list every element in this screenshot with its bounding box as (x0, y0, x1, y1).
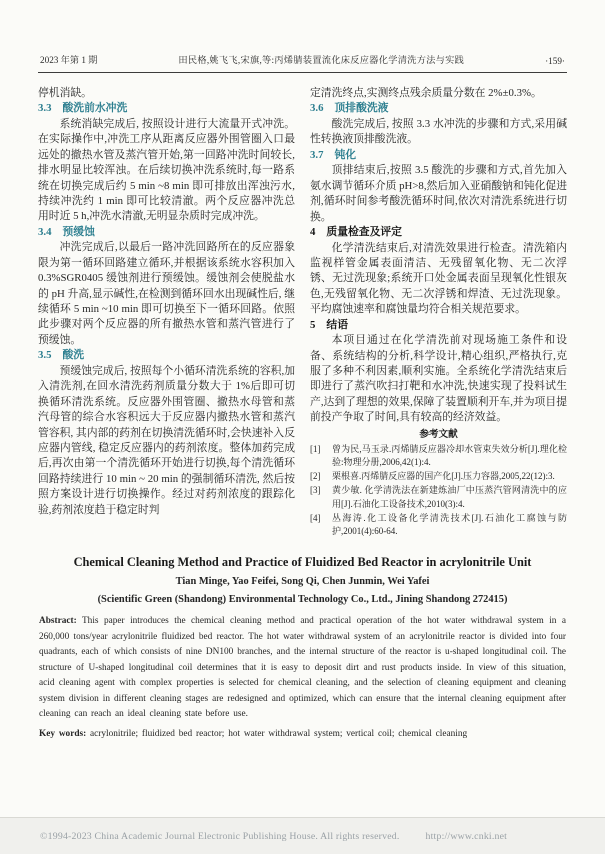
english-keywords (39, 727, 566, 743)
section-heading-3-4 (38, 225, 295, 241)
section-heading-5 (310, 318, 567, 334)
section-number: 3.5 (38, 349, 52, 362)
section-title: 顶排酸洗液 (334, 102, 389, 115)
abstract-text: This paper introduces the chemical cleaning method and practical operation of the hot water withdrawal system in a 260,000 tons/year acrylonitrile fluidized bed reactor. The hot water withdrawal system of an acrylonitrile reactor is divided into four quadrants, each of which consists of nine DN100 branches, and the internal structure of the reactor is u-shaped longitudinal coil. The structure of U-shaped longitudinal coil determines that it is easy to deposit dirt and rust products inside. In view of this situation, acid cleaning agent with complex properties is selected for chemical cleaning, and the selection of cleaning equipment and cleaning system division in different cleaning stages are redesigned and optimized, which can ensure that the internal cleaning equipment after cleaning can reach an ideal cleaning state before use. (39, 616, 567, 720)
paragraph: 冲洗完成后,以最后一路冲洗回路所在的反应器象限为第一循环回路建立循环,并根据该系统水容积加入 0.3%SGR0405 缓蚀剂进行预缓蚀。缓蚀剂会使脱盐水的 pH 升高,显示碱性,在检测到循环回水出现碱性后, 继续循环 5 min ~10 min 即可切换至下一循环回路。依照此步骤对两个反应器的所有撤热水管和蒸汽管进行了预缓蚀。 (38, 241, 295, 346)
reference-number: [3] (310, 485, 321, 496)
page-header (38, 52, 567, 73)
keywords-text: acrylonitrile; fluidized bed reactor; hot water withdrawal system; vertical coil; chemical cleaning (90, 728, 468, 739)
reference-number: [2] (310, 471, 321, 482)
running-title: 田民格,姚飞飞,宋旗,等:丙烯腈装置流化床反应器化学清洗方法与实践 (178, 55, 465, 65)
abstract-label: Abstract: (39, 616, 77, 627)
continued-paragraph: 停机消缺。 (38, 87, 92, 99)
english-abstract-section (38, 554, 567, 742)
cnki-url-link[interactable]: http://www.cnki.net (425, 830, 508, 842)
section-title: 预缓蚀 (62, 225, 95, 238)
reference-text: 曾为民,马玉录.丙烯腈反应器冷却水管束失效分析[J].理化检验:物理分册,2006,42(1):4. (332, 443, 567, 468)
section-heading-3-5 (38, 348, 295, 364)
paragraph: 预缓蚀完成后, 按照每个小循环清洗系统的容积,加入清洗剂,在回水清洗药剂质量分数大于 1%后即可切换循环清洗系统。反应器外围管圈、撤热水母管和蒸汽母管的综合水容积远大于反应器内撤热水管和蒸汽管容积, 其内部的药剂在切换清洗循环时,会快速补入反应器内管线, 稳定反应器内的药剂浓度。整体加药完成后,再次由第一个清洗循环开始进行切换,每个清洗循环回路持续进行 10 min ~ 20 min 的强制循环清洗, 然后按照方案设计进行切换操作。经过对药剂浓度的跟踪化验,药剂浓度趋于稳定时判 (38, 364, 295, 516)
reference-number: [4] (310, 512, 321, 523)
section-title: 酸洗 (62, 349, 85, 362)
english-affiliation: (Scientific Green (Shandong) Environmental Technology Co., Ltd., Jining Shandong 272415) (97, 594, 508, 606)
reference-item (310, 484, 567, 512)
keywords-label: Key words: (39, 728, 87, 739)
section-number: 4 (310, 226, 316, 239)
reference-number: [1] (310, 443, 321, 454)
paragraph: 本项目通过在化学清洗前对现场施工条件和设备、系统结构的分析,科学设计,精心组织,严格执行,克服了多种不利因素,顺利实施。全系统化学清洗结束后即进行了蒸汽吹扫打靶和水冲洗,快速实现了投料试生产,达到了理想的效果,保障了装置顺利开车,并为项目提前投产争取了时间,具有较高的经济效益。 (310, 334, 567, 424)
copyright-text: ©1994-2023 China Academic Journal Electronic Publishing House. All rights reserved. (40, 830, 400, 842)
section-number: 3.6 (310, 102, 324, 115)
english-title: Chemical Cleaning Method and Practice of Fluidized Bed Reactor in acrylonitrile Unit (73, 555, 532, 570)
english-authors: Tian Minge, Yao Feifei, Song Qi, Chen Junmin, Wei Yafei (175, 576, 430, 588)
reference-item (310, 443, 567, 471)
paragraph: 化学清洗结束后,对清洗效果进行检查。清洗箱内监视样管金属表面清洁、无残留氧化物、无二次浮锈、无过洗现象;系统开口处金属表面呈现氧化性银灰色,无残留氧化物、无二次浮锈和焊渣、无过洗现象。平均腐蚀速率和腐蚀量均符合相关规范要求。 (310, 241, 567, 316)
paragraph: 系统消缺完成后, 按照设计进行大流量开式冲洗。在实际操作中,冲洗工序从距离反应器外围管圈入口最远处的撤热水管及蒸汽管开始,第一回路冲洗时间较长,排水明显比较浑浊。在后续切换冲洗系统时,每一路系统在切换完成后约 5 min ~8 min 即可排放出浑浊污水,持续冲洗约 1 min 即可比较清澈。两个反应器冲洗总用时近 5 h,冲洗水清澈,无明显杂质时完成冲洗。 (38, 118, 295, 223)
section-title: 质量检查及评定 (326, 226, 402, 239)
section-title: 酸洗前水冲洗 (62, 102, 128, 115)
reference-text: 丛海涛.化工设备化学清洗技术[J].石油化工腐蚀与防护,2001(4):60-64. (332, 512, 567, 537)
reference-item (310, 512, 567, 540)
paragraph: 顶排结束后,按照 3.5 酸洗的步骤和方式,首先加入氨水调节循环介质 pH>8,然后加入亚硝酸钠和钝化促进剂,循环时间参考酸洗循环时间,依次对清洗系统进行切换。 (310, 164, 567, 223)
section-title: 结语 (326, 318, 348, 331)
section-heading-3-6 (310, 101, 567, 117)
section-title: 钝化 (334, 148, 357, 161)
section-heading-4 (310, 225, 567, 241)
paragraph: 酸洗完成后, 按照 3.3 水冲洗的步骤和方式,采用碱性转换液顶排酸洗液。 (310, 118, 567, 146)
reference-text: 栗根喜.丙烯腈反应器的国产化[J].压力容器,2005,22(12):3. (332, 471, 555, 482)
left-column (38, 86, 295, 539)
reference-item (310, 470, 567, 484)
section-heading-3-3 (38, 101, 295, 117)
english-abstract (39, 614, 566, 723)
journal-issue: 2023 年第 1 期 (40, 55, 98, 65)
two-column-body (38, 86, 567, 539)
reference-text: 黄少敏. 化学清洗法在新建炼油厂中压蒸汽管网清洗中的应用[J].石油化工设备技术,2010(3):4. (332, 485, 567, 509)
page-number: ·159· (545, 56, 565, 66)
section-heading-3-7 (310, 148, 567, 164)
continued-paragraph: 定清洗终点,实测终点残余质量分数在 2%±0.3%。 (310, 87, 542, 99)
section-number: 3.7 (310, 148, 324, 161)
section-number: 3.3 (38, 102, 52, 115)
right-column (310, 86, 567, 539)
section-number: 3.4 (38, 225, 52, 238)
references-heading: 参考文献 (419, 428, 458, 440)
cnki-footer (0, 817, 605, 854)
section-number: 5 (310, 318, 316, 331)
